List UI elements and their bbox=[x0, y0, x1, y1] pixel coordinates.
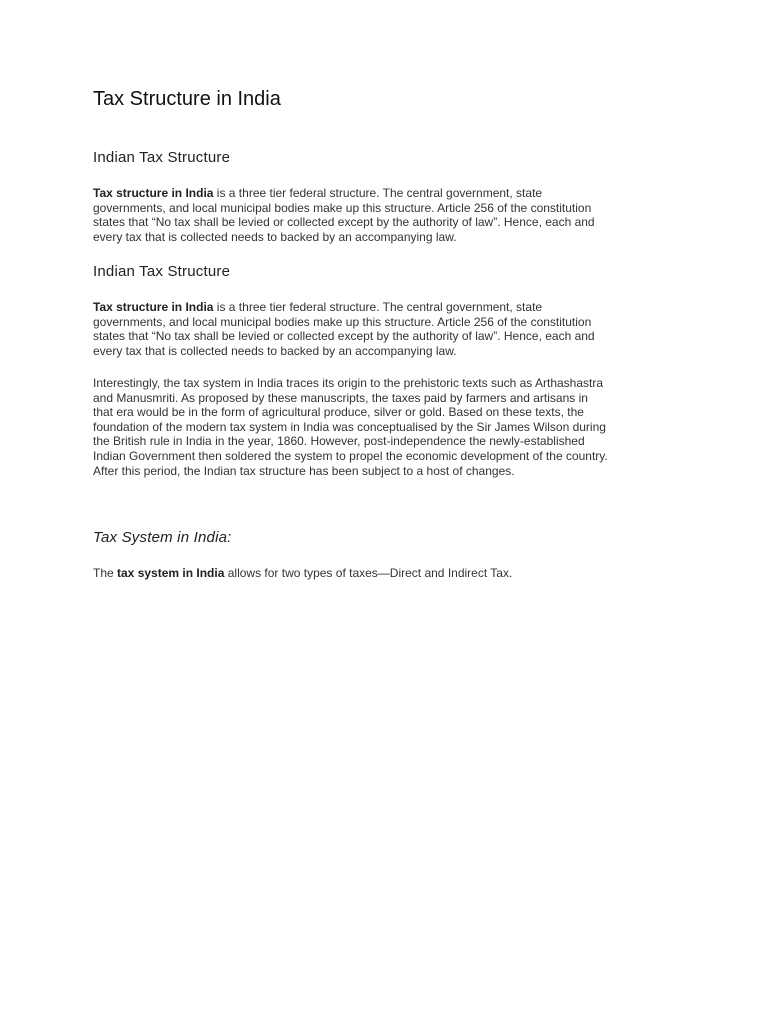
section-heading-indian-tax-structure: Indian Tax Structure bbox=[93, 149, 231, 166]
paragraph-line: Interestingly, the tax system in India traces its origin to the prehistoric texts such as Arthashastra bbox=[93, 376, 604, 390]
paragraph-line: The tax system in India allows for two types of taxes—Direct and Indirect Tax. bbox=[93, 566, 513, 580]
paragraph-line: the British rule in India in the year, 1860. However, post-independence the newly-established bbox=[93, 434, 585, 449]
paragraph-line: foundation of the modern tax system in India was conceptualised by the Sir James Wilson during bbox=[93, 419, 606, 434]
paragraph-line: and Manusmriti. As proposed by these manuscripts, the taxes paid by farmers and artisans in bbox=[93, 390, 588, 405]
paragraph-line: governments, and local municipal bodies make up this structure. Article 256 of the constitution bbox=[93, 314, 592, 329]
bold-lead: Tax structure in India bbox=[93, 186, 214, 200]
section-heading-tax-system: Tax System in India: bbox=[93, 529, 232, 546]
paragraph-line: After this period, the Indian tax structure has been subject to a host of changes. bbox=[93, 463, 515, 478]
section-paragraph bbox=[93, 300, 687, 358]
paragraph-line: Indian Government then soldered the system to propel the economic development of the country. bbox=[93, 448, 608, 463]
history-paragraph bbox=[93, 376, 687, 478]
paragraph-line: every tax that is collected needs to backed by an accompanying law. bbox=[93, 229, 457, 244]
paragraph-line: that era would be in the form of agricultural produce, silver or gold. Based on these texts, the bbox=[93, 405, 584, 420]
section-paragraph bbox=[93, 186, 687, 244]
paragraph-line: states that “No tax shall be levied or collected except by the authority of law”. Hence, each and bbox=[93, 215, 595, 230]
paragraph-line: Tax structure in India is a three tier federal structure. The central government, state bbox=[93, 300, 543, 314]
tax-system-paragraph bbox=[93, 566, 687, 581]
document-title: Tax Structure in India bbox=[93, 88, 281, 110]
bold-term: tax system in India bbox=[117, 566, 225, 580]
section-heading-indian-tax-structure: Indian Tax Structure bbox=[93, 263, 231, 280]
paragraph-line: Tax structure in India is a three tier federal structure. The central government, state bbox=[93, 186, 543, 200]
paragraph-line: states that “No tax shall be levied or collected except by the authority of law”. Hence, each and bbox=[93, 329, 595, 344]
bold-lead: Tax structure in India bbox=[93, 300, 214, 314]
paragraph-line: every tax that is collected needs to backed by an accompanying law. bbox=[93, 343, 457, 358]
paragraph-line: governments, and local municipal bodies make up this structure. Article 256 of the constitution bbox=[93, 200, 592, 215]
